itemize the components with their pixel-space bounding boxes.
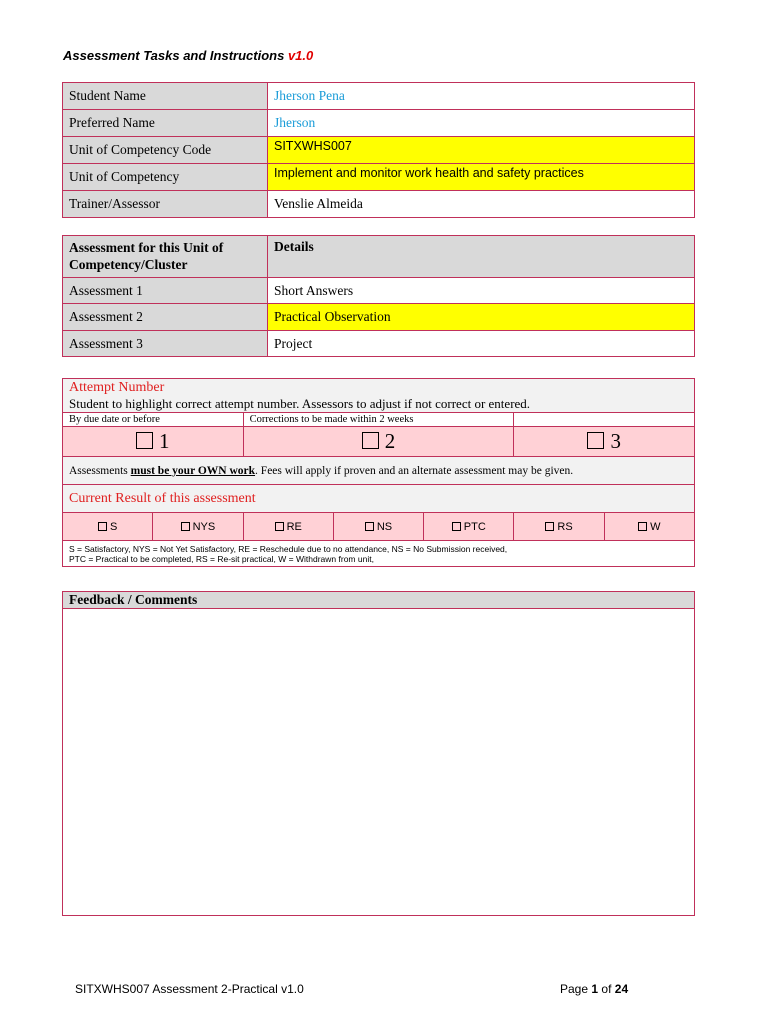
assessment-3-value: Project (268, 331, 695, 357)
table-header-row (63, 236, 695, 278)
feedback-input[interactable] (63, 609, 695, 916)
student-name-value[interactable]: Jherson Pena (268, 83, 695, 110)
feedback-table (62, 591, 695, 916)
attempt-instruction: Student to highlight correct attempt number. Assessors to adjust if not correct or entered. (69, 396, 531, 411)
assessment-1-value: Short Answers (268, 278, 695, 304)
table-row (63, 164, 695, 191)
table-row (63, 110, 695, 137)
trainer-value[interactable]: Venslie Almeida (268, 191, 695, 218)
assessment-3-label: Assessment 3 (63, 331, 268, 357)
checkbox-icon (365, 522, 374, 531)
result-option-ptc[interactable]: PTC (424, 513, 514, 541)
checkbox-icon (98, 522, 107, 531)
checkbox-icon (452, 522, 461, 531)
assessment-2-label: Assessment 2 (63, 304, 268, 331)
table-row (63, 304, 695, 331)
unit-code-value[interactable]: SITXWHS007 (268, 137, 695, 164)
attempt-result-table (62, 378, 695, 567)
result-option-s[interactable]: S (63, 513, 153, 541)
result-option-rs[interactable]: RS (514, 513, 604, 541)
table-row (63, 278, 695, 304)
trainer-label: Trainer/Assessor (63, 191, 268, 218)
own-work-notice: Assessments must be your OWN work. Fees will apply if proven and an alternate assessment may be given. (63, 457, 695, 485)
unit-code-label: Unit of Competency Code (63, 137, 268, 164)
page-number: Page 1 of 24 (560, 982, 629, 996)
feedback-title: Feedback / Comments (63, 592, 695, 609)
result-option-nys[interactable]: NYS (153, 513, 243, 541)
checkbox-icon (587, 432, 604, 449)
current-result-title: Current Result of this assessment (63, 485, 695, 513)
table-row (63, 191, 695, 218)
version-label: v1.0 (287, 48, 314, 63)
student-name-label: Student Name (63, 83, 268, 110)
table-row (63, 331, 695, 357)
table-row (63, 83, 695, 110)
checkbox-icon (136, 432, 153, 449)
table-row (63, 137, 695, 164)
preferred-name-value[interactable]: Jherson (268, 110, 695, 137)
checkbox-icon (362, 432, 379, 449)
student-info-table (62, 82, 695, 218)
corrections-label: Corrections to be made within 2 weeks (243, 413, 514, 427)
assessments-table (62, 235, 695, 357)
assessment-2-value: Practical Observation (268, 304, 695, 331)
preferred-name-label: Preferred Name (63, 110, 268, 137)
result-option-w[interactable]: W (604, 513, 694, 541)
result-option-ns[interactable]: NS (333, 513, 423, 541)
document-title: Assessment Tasks and Instructions v1.0 (63, 48, 314, 63)
assessment-header-label: Assessment for this Unit of Competency/Cluster (63, 236, 268, 278)
unit-label: Unit of Competency (63, 164, 268, 191)
footer-doc-label: SITXWHS007 Assessment 2-Practical v1.0 (75, 982, 304, 996)
result-legend: S = Satisfactory, NYS = Not Yet Satisfactory, RE = Reschedule due to no attendance, NS = No Submission received, PTC = Practical to be completed, RS = Re-sit practical, W = Withdrawn from unit, (63, 541, 695, 567)
unit-value[interactable]: Implement and monitor work health and safety practices (268, 164, 695, 191)
checkbox-icon (181, 522, 190, 531)
details-header-label: Details (268, 236, 695, 278)
checkbox-icon (638, 522, 647, 531)
attempt-number-title: Attempt Number (69, 380, 165, 395)
checkbox-icon (275, 522, 284, 531)
due-date-label: By due date or before (63, 413, 244, 427)
result-option-re[interactable]: RE (243, 513, 333, 541)
attempt-option-1[interactable]: 1 (63, 427, 244, 457)
attempt-option-3[interactable]: 3 (514, 427, 695, 457)
attempt-option-2[interactable]: 2 (243, 427, 514, 457)
assessment-1-label: Assessment 1 (63, 278, 268, 304)
checkbox-icon (545, 522, 554, 531)
